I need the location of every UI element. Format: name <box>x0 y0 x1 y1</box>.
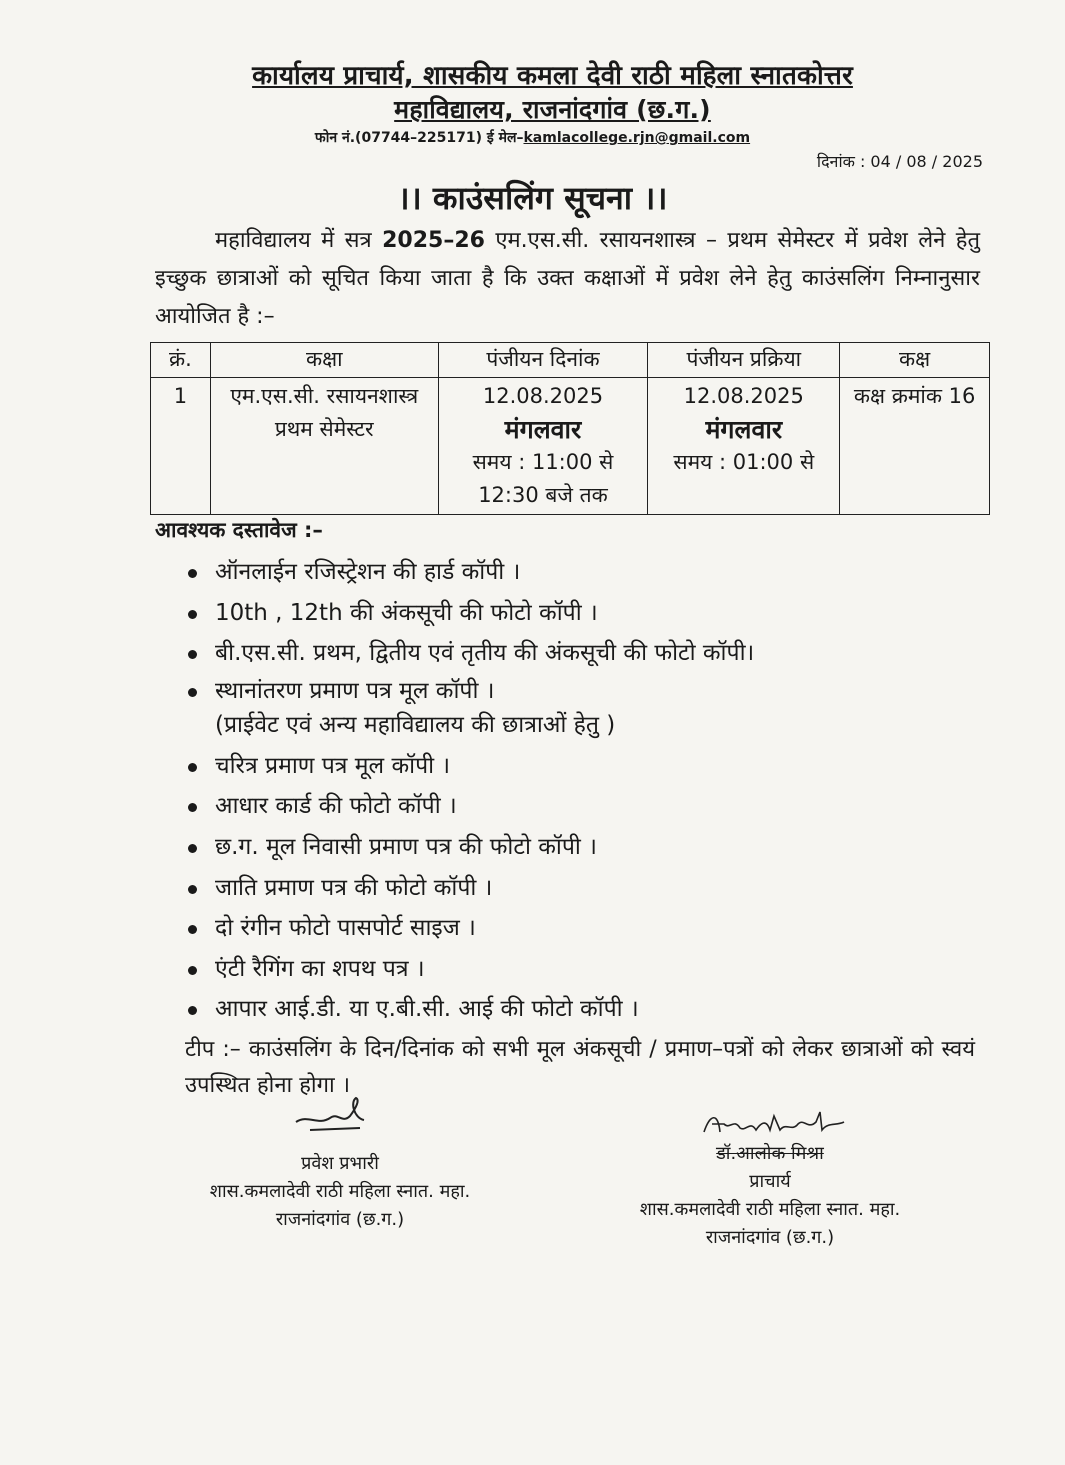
registration-date: 12.08.2025 <box>482 384 604 408</box>
note-paragraph: टीप :– काउंसलिंग के दिन/दिनांक को सभी मूल अंकसूची / प्रमाण–पत्रों को लेकर छात्राओं को स्वयं उपस्थित होना होगा । <box>185 1037 975 1098</box>
list-item: आपार आई.डी. या ए.बी.सी. आई की फोटो कॉपी । <box>180 989 754 1030</box>
header-class: कक्षा <box>210 343 438 378</box>
bullet-icon <box>188 650 197 659</box>
list-item: छ.ग. मूल निवासी प्रमाण पत्र की फोटो कॉपी । <box>180 827 754 868</box>
right-place: राजनांदगांव (छ.ग.) <box>705 1227 835 1248</box>
process-date: 12.08.2025 <box>683 384 804 408</box>
left-place: राजनांदगांव (छ.ग.) <box>275 1209 405 1230</box>
documents-list <box>180 552 754 1030</box>
bullet-icon <box>188 610 197 619</box>
bullet-icon <box>188 885 197 894</box>
cell-registration-date <box>438 378 648 515</box>
counselling-schedule-table <box>150 342 990 515</box>
bullet-icon <box>188 569 197 578</box>
college-office-heading: कार्यालय प्राचार्य, शासकीय कमला देवी राठी महिला स्नातकोत्तर <box>252 61 853 91</box>
intro-paragraph <box>155 222 980 336</box>
cell-sno: 1 <box>151 378 211 515</box>
registration-day: मंगलवार <box>504 415 582 444</box>
cell-class: एम.एस.सी. रसायनशास्त्र प्रथम सेमेस्टर <box>210 378 438 515</box>
college-location-heading: महाविद्यालय, राजनांदगांव (छ.ग.) <box>394 95 711 124</box>
signature-left-image <box>290 1092 380 1142</box>
list-item: 10th , 12th की अंकसूची की फोटो कॉपी । <box>180 593 754 634</box>
registration-time: समय : 11:00 से 12:30 बजे तक <box>472 450 614 507</box>
header-registration-date: पंजीयन दिनांक <box>438 343 648 378</box>
list-item: एंटी रैगिंग का शपथ पत्र । <box>180 949 754 990</box>
table-header-row <box>151 343 990 378</box>
cell-registration-process <box>648 378 840 515</box>
intro-text-end: एम.एस.सी. रसायनशास्त्र – प्रथम सेमेस्टर में प्रवेश लेने हेतु इच्छुक छात्राओं को सूचित किया जाता है कि उक्त कक्षाओं में प्रवेश लेने हेतु काउंसलिंग निम्नानुसार आयोजित है :– <box>155 228 980 329</box>
bullet-icon <box>188 925 197 934</box>
header-sno: क्रं. <box>151 343 211 378</box>
right-designation: प्राचार्य <box>749 1171 791 1192</box>
bullet-icon <box>188 844 197 853</box>
table-row <box>151 378 990 515</box>
list-item: स्थानांतरण प्रमाण पत्र मूल कॉपी । (प्राईवेट एवं अन्य महाविद्यालय की छात्राओं हेतु ) <box>180 674 754 746</box>
bullet-icon <box>188 688 197 697</box>
left-designation: प्रवेश प्रभारी <box>301 1153 379 1174</box>
principal-name: डॉ.आलोक मिश्रा <box>716 1143 824 1164</box>
list-item: आधार कार्ड की फोटो कॉपी । <box>180 786 754 827</box>
signature-right-image <box>700 1108 850 1138</box>
list-item: जाति प्रमाण पत्र की फोटो कॉपी । <box>180 868 754 909</box>
signatory-right <box>570 1140 970 1252</box>
list-item: चरित्र प्रमाण पत्र मूल कॉपी । <box>180 746 754 787</box>
bullet-icon <box>188 1006 197 1015</box>
list-item: ऑनलाईन रजिस्ट्रेशन की हार्ड कॉपी । <box>180 552 754 593</box>
header-registration-process: पंजीयन प्रक्रिया <box>648 343 840 378</box>
bullet-icon <box>188 966 197 975</box>
notice-title: ।। काउंसलिंग सूचना ।। <box>397 179 668 217</box>
intro-text-start: महाविद्यालय में सत्र <box>215 228 383 253</box>
header-room: कक्ष <box>840 343 990 378</box>
right-institution: शास.कमलादेवी राठी महिला स्नात. महा. <box>639 1199 901 1220</box>
left-institution: शास.कमलादेवी राठी महिला स्नात. महा. <box>209 1181 471 1202</box>
notice-date: दिनांक : 04 / 08 / 2025 <box>816 152 983 171</box>
process-day: मंगलवार <box>705 415 783 444</box>
list-item: बी.एस.सी. प्रथम, द्वितीय एवं तृतीय की अंकसूची की फोटो कॉपी। <box>180 633 754 674</box>
bullet-icon <box>188 763 197 772</box>
email-text: kamlacollege.rjn@gmail.com <box>523 130 751 146</box>
process-time: समय : 01:00 से <box>673 450 815 474</box>
signatory-left <box>150 1150 530 1234</box>
cell-room: कक्ष क्रमांक 16 <box>840 378 990 515</box>
session-year: 2025–26 <box>382 228 485 253</box>
list-item-note: (प्राईवेट एवं अन्य महाविद्यालय की छात्राओं हेतु ) <box>215 711 616 738</box>
contact-line <box>0 128 1065 147</box>
documents-heading: आवश्यक दस्तावेज :– <box>155 518 323 542</box>
phone-text: फोन नं.(07744–225171) ई मेल– <box>314 130 524 146</box>
bullet-icon <box>188 803 197 812</box>
list-item: दो रंगीन फोटो पासपोर्ट साइज । <box>180 908 754 949</box>
